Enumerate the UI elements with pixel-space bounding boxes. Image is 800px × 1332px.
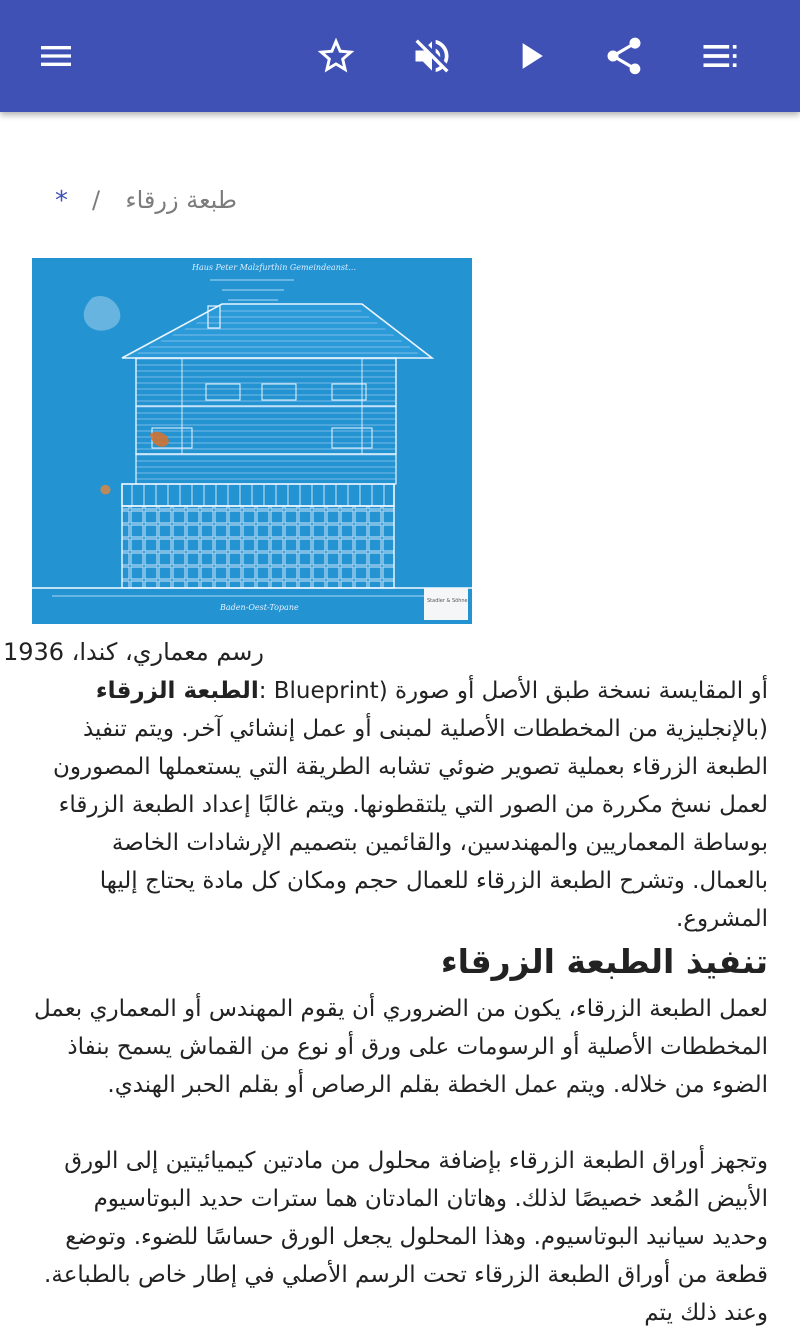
figure-caption: رسم معماري، كندا، 1936: [2, 638, 264, 666]
intro-bold-term: الطبعة الزرقاء: [95, 678, 259, 704]
play-button[interactable]: [498, 24, 562, 88]
intro-after: (بالإنجليزية من المخططات الأصلية لمبنى أو عمل إنشائي آخر. ويتم تنفيذ الطبعة الزرقاء بعملية تصوير ضوئي تشابه الطريقة التي يستعملها المصورون لعمل نسخ مكررة من الصور التي يلتقطونها. ويتم غالبًا إعداد الطبعة الزرقاء بوساطة المعماريين والمهندسين، والقائمين بتصميم الإرشادات الخاصة بالعمال. وتشرح الطبعة الزرقاء للعمال حجم ومكان كل مادة يحتاج إليها المشروع.: [52, 716, 768, 932]
paragraph-2: لعمل الطبعة الزرقاء، يكون من الضروري أن يقوم المهندس أو المعماري بعمل المخططات الأصلية أو الرسومات على ورق أو نوع من القماش يسمح بنفاذ الضوء من خلاله. ويتم عمل الخطة بقلم الرصاص أو بقلم الحبر الهندي.: [33, 996, 768, 1098]
favorite-button[interactable]: [304, 24, 368, 88]
intro-before: أو المقايسة نسخة طبق الأصل أو صورة (Blueprint :: [258, 678, 768, 704]
paragraph-3: وتجهز أوراق الطبعة الزرقاء بإضافة محلول من مادتين كيميائيتين إلى الورق الأبيض المُعد خصيصًا لذلك. وهاتان المادتان هما سترات حديد البوتاسيوم وحديد سيانيد البوتاسيوم. وهذا المحلول يجعل الورق حساسًا للضوء. وتوضع قطعة من أوراق الطبعة الزرقاء تحت الرسم الأصلي في إطار خاص بالطباعة. وعند ذلك يتم: [44, 1148, 768, 1326]
mute-button[interactable]: [400, 24, 464, 88]
share-button[interactable]: [592, 24, 656, 88]
app-toolbar: [0, 0, 800, 112]
list-icon: [698, 34, 742, 78]
share-icon: [602, 34, 646, 78]
play-icon: [508, 34, 552, 78]
breadcrumb-separator: /: [92, 186, 101, 214]
menu-icon: [36, 36, 76, 76]
volume-off-icon: [410, 34, 454, 78]
breadcrumb-home-link[interactable]: *: [55, 186, 68, 216]
menu-button[interactable]: [24, 24, 88, 88]
blueprint-header-text: Haus Peter Malzfurthin Gemeindeanst…: [192, 263, 357, 272]
article-content: [0, 112, 800, 1326]
breadcrumb-current: طبعة زرقاء: [125, 186, 237, 214]
contents-button[interactable]: [688, 24, 752, 88]
section-heading: تنفيذ الطبعة الزرقاء: [440, 942, 768, 981]
blueprint-footer-text: Baden-Oest-Topane: [220, 603, 299, 612]
blueprint-image[interactable]: [32, 258, 472, 624]
breadcrumb: [0, 184, 800, 224]
blueprint-stamp-text: Stadler & Söhne: [427, 598, 468, 604]
intro-paragraph: [32, 672, 768, 938]
star-icon: [314, 34, 358, 78]
